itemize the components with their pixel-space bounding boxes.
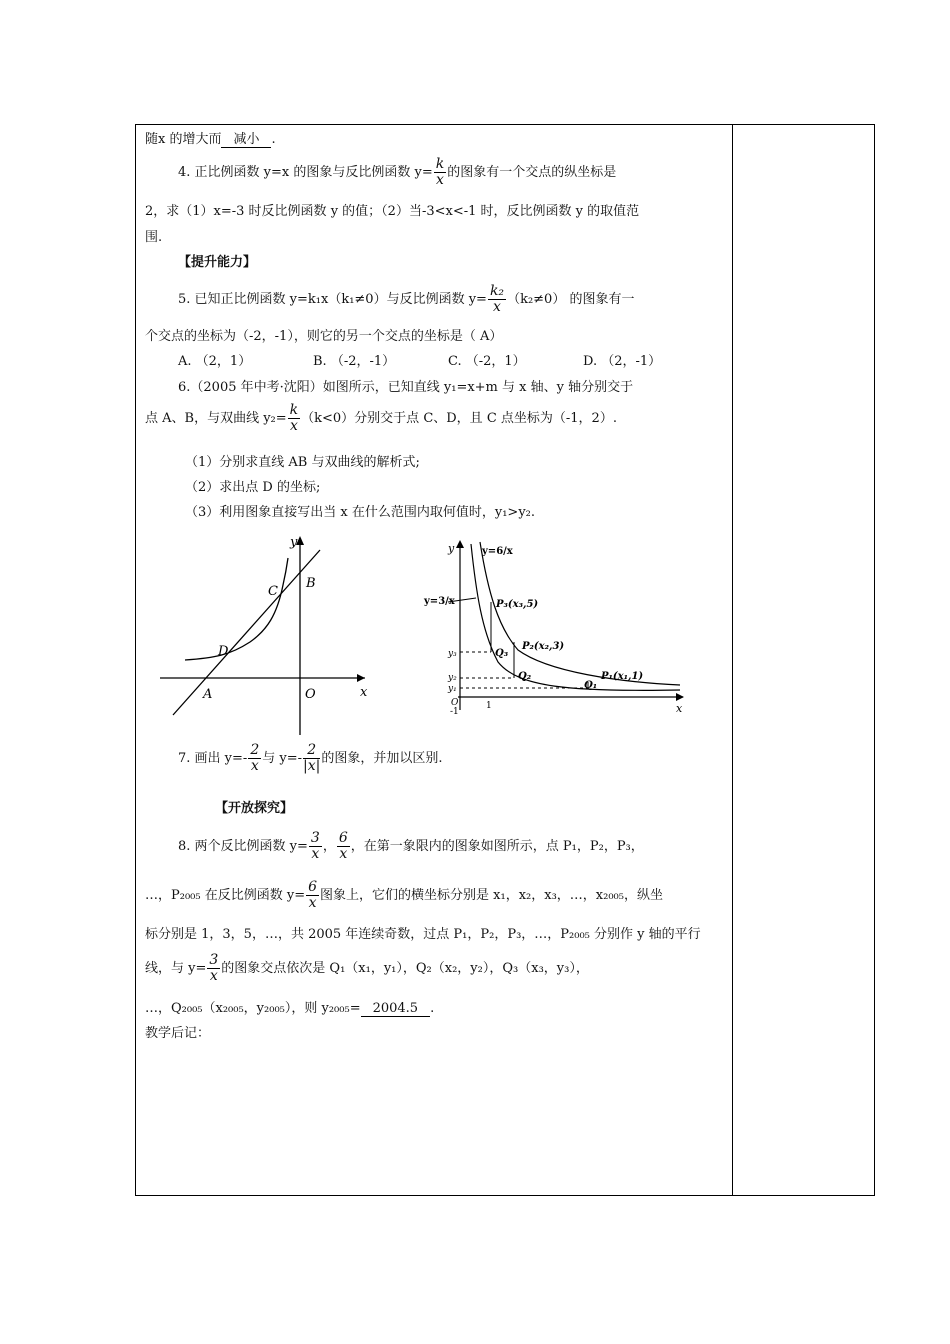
question-8-line1: 8. 两个反比例函数 y= $\frac{3}{x}$ ， $\frac{6}{x}$ ，在第一象限内的图象如图所示，点 P₁，P₂，P₃，	[178, 830, 644, 862]
question-5-options	[178, 353, 661, 371]
point-label-q3: Q₃	[495, 648, 509, 659]
question-8-line5: …，Q₂₀₀₅（x₂₀₀₅，y₂₀₀₅），则 y₂₀₀₅= 2004.5 .	[145, 1001, 435, 1016]
answer-blank: 减小	[221, 132, 271, 148]
question-7: 7. 画出 y=- $\frac{2}{x}$ 与 y=- $\frac{2}{|x|}$ 的图象，并加以区别.	[178, 742, 443, 774]
point-label-p2: P₂(x₂,3)	[522, 641, 565, 652]
question-6-part1: （1）分别求直线 AB 与双曲线的解析式;	[185, 455, 420, 470]
fraction: $\frac{k}{x}$	[289, 402, 299, 434]
question-4-line3: 围.	[145, 230, 163, 245]
figure-two-hyperbolas	[418, 532, 693, 722]
curve-label-3x: y=3/x	[424, 596, 455, 607]
question-8-line3: 标分别是 1，3，5，…，共 2005 年连续奇数，过点 P₁，P₂，P₃，…，P₂₀₀₅ 分别作 y 轴的平行	[145, 927, 701, 942]
question-6-part2: （2）求出点 D 的坐标;	[185, 480, 321, 495]
figure-line-hyperbola	[155, 530, 375, 740]
teaching-notes-label: 教学后记：	[145, 1026, 211, 1041]
curve-label-6x: y=6/x	[482, 546, 513, 557]
point-label-a: A	[203, 687, 213, 702]
option-d: D. （2，-1）	[583, 354, 662, 369]
tick-label-y2: y₂	[448, 673, 457, 683]
option-c: C. （-2，1）	[448, 354, 526, 369]
fraction: $\frac{3}{x}$	[310, 830, 320, 862]
option-a: A. （2，1）	[178, 354, 252, 369]
point-label-b: B	[306, 576, 316, 591]
question-8-line4: 线，与 y= $\frac{3}{x}$ 的图象交点依次是 Q₁（x₁，y₁），Q₂（x₂，y₂），Q₃（x₃，y₃），	[145, 952, 589, 984]
question-5-line2: 个交点的坐标为（-2，-1），则它的另一个交点的坐标是（ A）	[145, 329, 503, 344]
question-6-line2: 点 A、B，与双曲线 y₂= $\frac{k}{x}$ （k<0）分别交于点 C、D，且 C 点坐标为（-1，2）.	[145, 402, 617, 434]
section-heading-open: 【开放探究】	[215, 801, 294, 816]
point-label-c: C	[268, 584, 278, 599]
point-label-p3: P₃(x₃,5)	[496, 599, 539, 610]
axis-label-y: y	[448, 542, 455, 555]
tick-label-1: 1	[486, 701, 492, 711]
question-4: 4. 正比例函数 y=x 的图象与反比例函数 y= $\frac{k}{x}$ 的图象有一个交点的纵坐标是	[178, 156, 617, 188]
point-label-q2: Q₂	[518, 671, 532, 682]
fraction: $\frac{2}{x}$	[250, 742, 260, 774]
fraction: $\frac{6}{x}$	[308, 879, 318, 911]
fraction: $\frac{\text{k₂}}{x}$	[489, 283, 505, 315]
answer-blank: 2004.5	[361, 1001, 431, 1017]
fraction: $\frac{6}{x}$	[338, 830, 348, 862]
question-8-line2: …，P₂₀₀₅ 在反比例函数 y= $\frac{6}{x}$ 图象上，它们的横坐标分别是 x₁，x₂，x₃，…，x₂₀₀₅，纵坐	[145, 879, 663, 911]
question-4-line2: 2，求（1）x=-3 时反比例函数 y 的值；（2）当-3<x<-1 时，反比例函数 y 的取值范	[145, 204, 640, 219]
fraction: $\frac{2}{|x|}$	[303, 742, 321, 774]
axis-label-x: x	[360, 685, 368, 700]
tick-label-y1: y₁	[448, 684, 457, 694]
fraction: $\frac{3}{x}$	[209, 952, 219, 984]
question-6-part3: （3）利用图象直接写出当 x 在什么范围内取何值时，y₁>y₂.	[185, 505, 536, 520]
point-label-q1: Q₁	[584, 680, 598, 691]
axis-label-x: x	[676, 702, 683, 715]
point-label-d: D	[218, 644, 229, 659]
point-label-p1: P₁(x₁,1)	[601, 671, 644, 682]
section-heading-improve: 【提升能力】	[178, 255, 257, 270]
fraction: $\frac{k}{x}$	[435, 156, 445, 188]
question-5: 5. 已知正比例函数 y=k₁x（k₁≠0）与反比例函数 y= $\frac{\text{k₂}}{x}$ （k₂≠0） 的图象有一	[178, 283, 635, 315]
axis-label-y: y	[290, 535, 298, 550]
origin-label: O	[451, 698, 459, 708]
question-6-line1: 6.（2005 年中考·沈阳）如图所示，已知直线 y₁=x+m 与 x 轴、y 轴分别交于	[178, 380, 634, 395]
origin-label: O	[305, 687, 316, 702]
tick-label-neg1: -1	[450, 707, 459, 717]
line-answer-decrease: 随x 的增大而 减小 .	[145, 132, 276, 147]
table-column-divider	[732, 124, 733, 1196]
option-b: B. （-2，-1）	[313, 354, 396, 369]
tick-label-y3: y₃	[448, 649, 457, 659]
